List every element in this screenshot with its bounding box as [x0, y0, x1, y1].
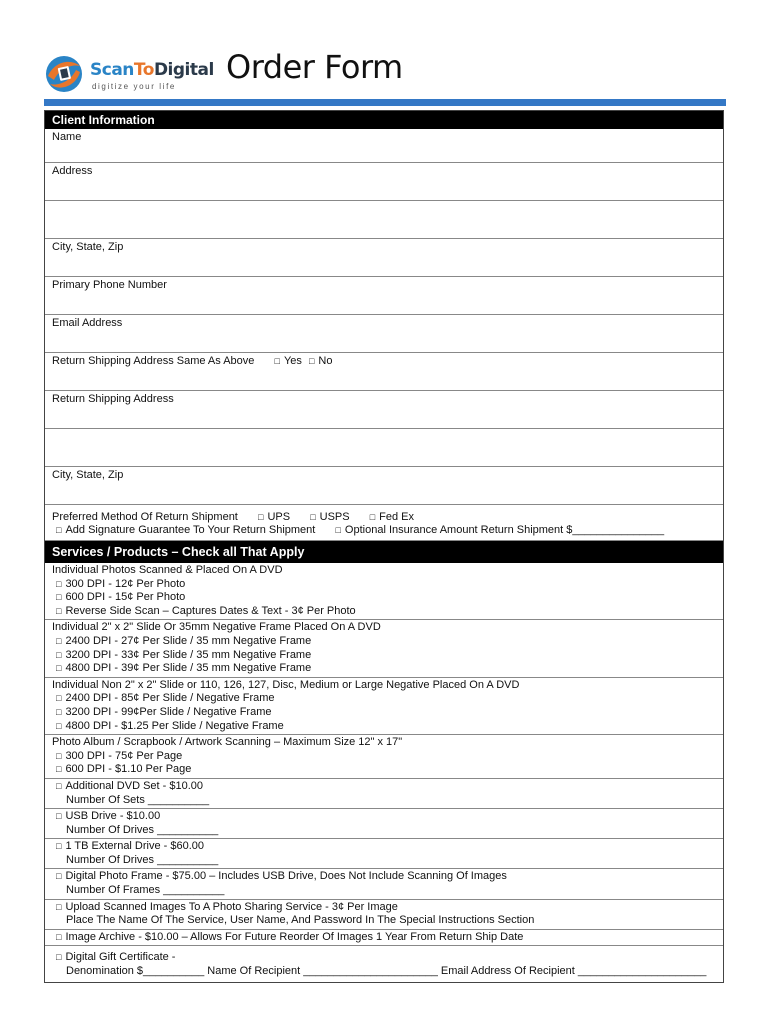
ups-label: UPS [267, 511, 291, 523]
usps-label: USPS [319, 511, 350, 523]
album-300-checkbox[interactable]: □ [56, 750, 62, 761]
insurance-label: Optional Insurance Amount Return Shipment $_______________ [344, 524, 665, 536]
slides-3200-checkbox[interactable]: □ [56, 649, 62, 660]
insurance-checkbox[interactable]: □ [335, 525, 341, 535]
shipment-method-field [45, 505, 723, 541]
photos-300-checkbox[interactable]: □ [56, 578, 62, 589]
name-field[interactable] [45, 129, 723, 163]
no-checkbox[interactable]: □ [308, 356, 315, 366]
return-address-label: Return Shipping Address [52, 393, 174, 405]
scantodigital-logo [44, 52, 214, 98]
gift-certificate-checkbox[interactable]: □ [56, 952, 62, 963]
usb-service: □ USB Drive - $10.00 Number Of Drives __________ [45, 809, 723, 839]
photo-frame-checkbox[interactable]: □ [56, 871, 62, 882]
return-city-field[interactable] [45, 467, 723, 505]
signature-label: Add Signature Guarantee To Your Return Shipment [65, 524, 316, 536]
usps-checkbox[interactable]: □ [310, 512, 316, 522]
album-600-checkbox[interactable]: □ [56, 764, 62, 775]
page-title: Order Form [226, 48, 403, 86]
client-info-heading: Client Information [45, 111, 723, 129]
external-drive-service: □ 1 TB External Drive - $60.00 Number Of Drives __________ [45, 839, 723, 869]
no-label: No [318, 355, 333, 367]
email-field[interactable] [45, 315, 723, 353]
same-address-field [45, 353, 723, 391]
photos-600-checkbox[interactable]: □ [56, 592, 62, 603]
dvd-checkbox[interactable]: □ [56, 780, 62, 791]
usb-checkbox[interactable]: □ [56, 811, 62, 822]
ups-checkbox[interactable]: □ [258, 512, 264, 522]
phone-field[interactable] [45, 277, 723, 315]
logo-wordmark: ScanToDigital [90, 60, 214, 80]
photo-frame-quantity[interactable]: Number Of Frames __________ [66, 884, 225, 897]
logo-tagline: digitize your life [92, 82, 176, 91]
city-label: City, State, Zip [52, 241, 124, 253]
archive-checkbox[interactable]: □ [56, 931, 62, 942]
nonslides-service: Individual Non 2" x 2" Slide or 110, 126, 127, Disc, Medium or Large Negative Placed On A DVD □ 2400 DPI - 85¢ Per Slide / Negative Frame □ 3200 DPI - 99¢Per Slide / Negative Frame □ 4800 DPI - $1.25 Per Slide / Negative Frame [45, 678, 723, 735]
yes-checkbox[interactable]: □ [274, 356, 280, 366]
dvd-quantity[interactable]: Number Of Sets __________ [66, 793, 210, 806]
nonslides-title: Individual Non 2" x 2" Slide or 110, 126, 127, Disc, Medium or Large Negative Placed On A DVD [52, 678, 520, 691]
fedex-label: Fed Ex [379, 511, 415, 523]
nonslides-3200-checkbox[interactable]: □ [56, 706, 62, 717]
photo-frame-service: □ Digital Photo Frame - $75.00 – Includes USB Drive, Does Not Include Scanning Of Images Number Of Frames __________ [45, 869, 723, 899]
slides-4800-checkbox[interactable]: □ [56, 663, 62, 674]
signature-checkbox[interactable]: □ [56, 525, 62, 535]
address-line2-field[interactable] [45, 201, 723, 239]
gift-certificate-details[interactable]: Denomination $__________ Name Of Recipient ______________________ Email Address Of Recipient _____________________ [66, 965, 707, 978]
city-state-zip-field[interactable] [45, 239, 723, 277]
photos-title: Individual Photos Scanned & Placed On A DVD [52, 564, 283, 576]
slides-2400-checkbox[interactable]: □ [56, 635, 62, 646]
nonslides-2400-checkbox[interactable]: □ [56, 693, 62, 704]
slides-title: Individual 2" x 2" Slide Or 35mm Negative Frame Placed On A DVD [52, 621, 381, 634]
upload-service: □ Upload Scanned Images To A Photo Sharing Service - 3¢ Per Image Place The Name Of The Service, User Name, And Password In The Special Instructions Section [45, 900, 723, 930]
album-title: Photo Album / Scrapbook / Artwork Scanning – Maximum Size 12" x 17" [52, 736, 403, 749]
name-label: Name [52, 131, 82, 143]
usb-quantity[interactable]: Number Of Drives __________ [66, 823, 219, 836]
email-label: Email Address [52, 317, 123, 329]
album-service: Photo Album / Scrapbook / Artwork Scanning – Maximum Size 12" x 17" □ 300 DPI - 75¢ Per Page □ 600 DPI - $1.10 Per Page [45, 735, 723, 779]
dvd-service: □ Additional DVD Set - $10.00 Number Of Sets __________ [45, 779, 723, 809]
external-drive-checkbox[interactable]: □ [56, 841, 62, 852]
address-label: Address [52, 165, 93, 177]
shipment-method-label: Preferred Method Of Return Shipment [52, 511, 238, 523]
logo-mark-icon [44, 54, 84, 94]
yes-label: Yes [283, 355, 302, 367]
services-heading: Services / Products – Check all That Apply [45, 541, 723, 563]
return-address-field[interactable] [45, 391, 723, 429]
upload-checkbox[interactable]: □ [56, 901, 62, 912]
header-divider [44, 99, 726, 106]
return-city-label: City, State, Zip [52, 469, 124, 481]
reverse-scan-checkbox[interactable]: □ [56, 605, 62, 616]
upload-note: Place The Name Of The Service, User Name, And Password In The Special Instructions Section [66, 914, 535, 927]
order-form [44, 110, 724, 983]
slides-service: Individual 2" x 2" Slide Or 35mm Negative Frame Placed On A DVD □ 2400 DPI - 27¢ Per Slide / 35 mm Negative Frame □ 3200 DPI - 33¢ Per Slide / 35 mm Negative Frame □ 4800 DPI - 39¢ Per Slide / 35 mm Negative Frame [45, 620, 723, 677]
external-drive-quantity[interactable]: Number Of Drives __________ [66, 853, 219, 866]
header [44, 48, 726, 100]
archive-service: □ Image Archive - $10.00 – Allows For Future Reorder Of Images 1 Year From Return Ship Date [45, 930, 723, 947]
nonslides-4800-checkbox[interactable]: □ [56, 720, 62, 731]
address-field[interactable] [45, 163, 723, 201]
photos-service: Individual Photos Scanned & Placed On A DVD □ 300 DPI - 12¢ Per Photo □ 600 DPI - 15¢ Per Photo □ Reverse Side Scan – Captures Dates & Text - 3¢ Per Photo [45, 563, 723, 620]
fedex-checkbox[interactable]: □ [369, 512, 376, 522]
gift-certificate-service: □ Digital Gift Certificate - Denomination $__________ Name Of Recipient ______________________ Email Address Of Recipient _____________________ [45, 946, 723, 981]
return-address-line2-field[interactable] [45, 429, 723, 467]
same-address-label: Return Shipping Address Same As Above [52, 355, 255, 367]
phone-label: Primary Phone Number [52, 279, 167, 291]
